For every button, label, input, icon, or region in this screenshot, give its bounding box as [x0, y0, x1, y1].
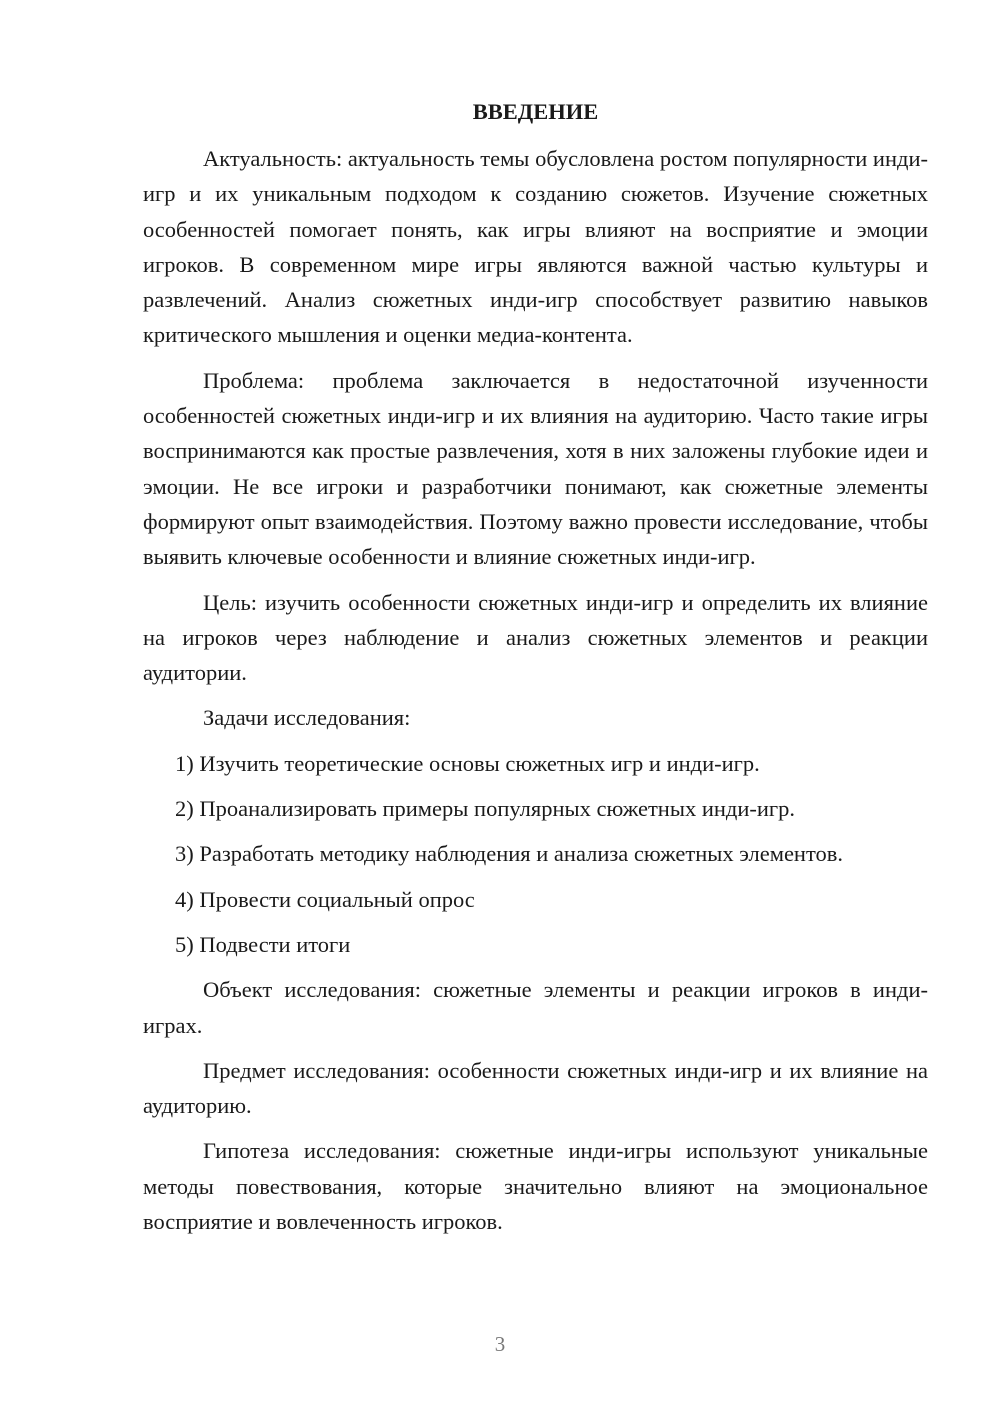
paragraph-hypothesis: Гипотеза исследования: сюжетные инди-игры используют уникальные методы повествования, которые значительно влияют на эмоциональное восприятие и вовлеченность игроков. [143, 1138, 928, 1235]
section-heading: ВВЕДЕНИЕ [472, 99, 599, 124]
task-item: 3) Разработать методику наблюдения и анализа сюжетных элементов. [175, 841, 844, 867]
paragraph-object: Объект исследования: сюжетные элементы и реакции игроков в инди-играх. [143, 977, 928, 1038]
task-item: 4) Провести социальный опрос [175, 886, 475, 912]
paragraph-goal: Цель: изучить особенности сюжетных инди-игр и определить их влияние на игроков через наблюдение и анализ сюжетных элементов и реакции аудитории. [143, 589, 928, 686]
paragraph-subject: Предмет исследования: особенности сюжетных инди-игр и их влияние на аудиторию. [143, 1057, 928, 1119]
task-item: 5) Подвести итоги [175, 931, 351, 957]
document-page [143, 94, 928, 1249]
page-number: 3 [494, 1332, 506, 1356]
paragraph-relevance: Актуальность: актуальность темы обусловлена ростом популярности инди-игр и их уникальным подходом к созданию сюжетов. Изучение сюжетных особенностей помогает понять, как игры влияют на восприятие и эмоции игроков. В современном мире игры являются важной частью культуры и развлечений. Анализ сюжетных инди-игр способствует развитию навыков критического мышления и оценки медиа-контента. [143, 146, 928, 348]
paragraph-problem: Проблема: проблема заключается в недостаточной изученности особенностей сюжетных инди-игр и их влияния на аудиторию. Часто такие игры воспринимаются как простые развлечения, хотя в них заложены глубокие идеи и эмоции. Не все игроки и разработчики понимают, как сюжетные элементы формируют опыт взаимодействия. Поэтому важно провести исследование, чтобы выявить ключевые особенности и влияние сюжетных инди-игр. [143, 367, 928, 570]
task-item: 1) Изучить теоретические основы сюжетных игр и инди-игр. [175, 750, 760, 776]
tasks-title: Задачи исследования: [203, 705, 411, 731]
tasks-list [143, 746, 928, 962]
task-item: 2) Проанализировать примеры популярных сюжетных инди-игр. [175, 796, 796, 822]
